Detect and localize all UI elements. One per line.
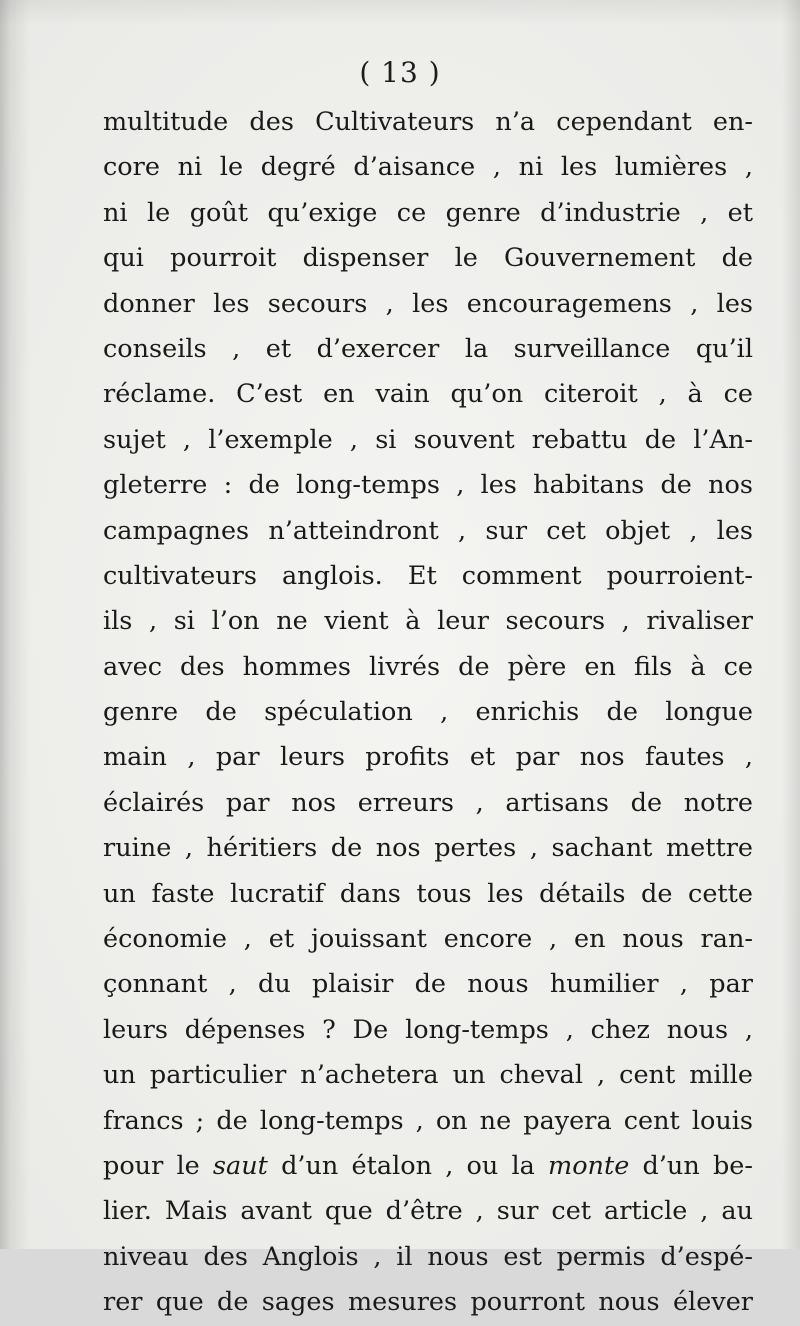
text-segment: francs ; de long-temps , on ne payera cent louis (103, 1105, 753, 1136)
text-segment: ruine , héritiers de nos pertes , sachant mettre (103, 833, 753, 864)
text-line (103, 872, 753, 917)
text-segment: niveau des Anglois , il nous est permis d’espé- (103, 1241, 753, 1272)
text-segment: main , par leurs profits et par nos fautes , (103, 742, 753, 773)
text-segment: campagnes n’atteindront , sur cet objet , les (103, 515, 753, 546)
text-line (103, 463, 753, 508)
text-segment: un faste lucratif dans tous les détails de cette (103, 878, 753, 909)
text-line (103, 418, 753, 463)
text-line (103, 781, 753, 826)
text-segment: leurs dépenses ? De long-temps , chez nous , (103, 1014, 753, 1045)
text-line (103, 509, 753, 554)
text-segment: rer que de sages mesures pourront nous élever (103, 1287, 753, 1318)
text-segment: multitude des Cultivateurs n’a cependant en- (103, 107, 753, 137)
text-segment: ils , si l’on ne vient à leur secours , rivaliser (103, 606, 753, 637)
text-segment: conseils , et d’exercer la surveillance qu’il (103, 333, 753, 364)
text-segment: genre de spéculation , enrichis de longue (103, 697, 753, 728)
text-line (103, 735, 753, 780)
text-line (103, 145, 753, 190)
text-line (103, 1280, 753, 1325)
text-segment: core ni le degré d’aisance , ni les lumières , (103, 152, 753, 183)
text-line (103, 1053, 753, 1098)
body-text (103, 100, 753, 1326)
text-segment: çonnant , du plaisir de nous humilier , par (103, 969, 753, 1000)
text-segment: qui pourroit dispenser le Gouvernement de (103, 243, 753, 274)
text-line (103, 1008, 753, 1053)
text-line (103, 1189, 753, 1234)
text-line (103, 372, 753, 417)
text-segment: un particulier n’achetera un cheval , cent mille (103, 1060, 753, 1091)
text-line (103, 191, 753, 236)
text-segment: pour le (103, 1150, 213, 1181)
text-segment: lier. Mais avant que d’être , sur cet article , au (103, 1196, 753, 1227)
text-line (103, 282, 753, 327)
text-line (103, 690, 753, 735)
text-segment: réclame. C’est en vain qu’on citeroit , à ce (103, 379, 753, 410)
text-line (103, 100, 753, 145)
text-line (103, 826, 753, 871)
text-segment: d’un étalon , ou la (267, 1150, 549, 1181)
text-line (103, 962, 753, 1007)
italic-word: saut (212, 1150, 268, 1181)
text-segment: donner les secours , les encouragemens , les (103, 288, 753, 319)
italic-word: monte (548, 1150, 630, 1181)
text-line (103, 645, 753, 690)
text-line (103, 327, 753, 372)
text-line (103, 554, 753, 599)
page-number: ( 13 ) (359, 56, 441, 89)
text-line (103, 236, 753, 281)
text-segment: d’un be- (629, 1150, 753, 1181)
text-line (103, 1099, 753, 1144)
text-segment: éclairés par nos erreurs , artisans de notre (103, 787, 753, 818)
text-line (103, 599, 753, 644)
text-line (103, 917, 753, 962)
text-segment: avec des hommes livrés de père en fils à ce (103, 651, 753, 682)
text-segment: ni le goût qu’exige ce genre d’industrie , et (103, 197, 753, 228)
text-segment: cultivateurs anglois. Et comment pourroient- (103, 560, 753, 591)
text-line (103, 1235, 753, 1280)
text-line (103, 1144, 753, 1189)
text-segment: sujet , l’exemple , si souvent rebattu de l’An- (103, 424, 753, 455)
text-segment: économie , et jouissant encore , en nous ran- (103, 924, 753, 955)
text-segment: gleterre : de long-temps , les habitans de nos (103, 470, 753, 501)
